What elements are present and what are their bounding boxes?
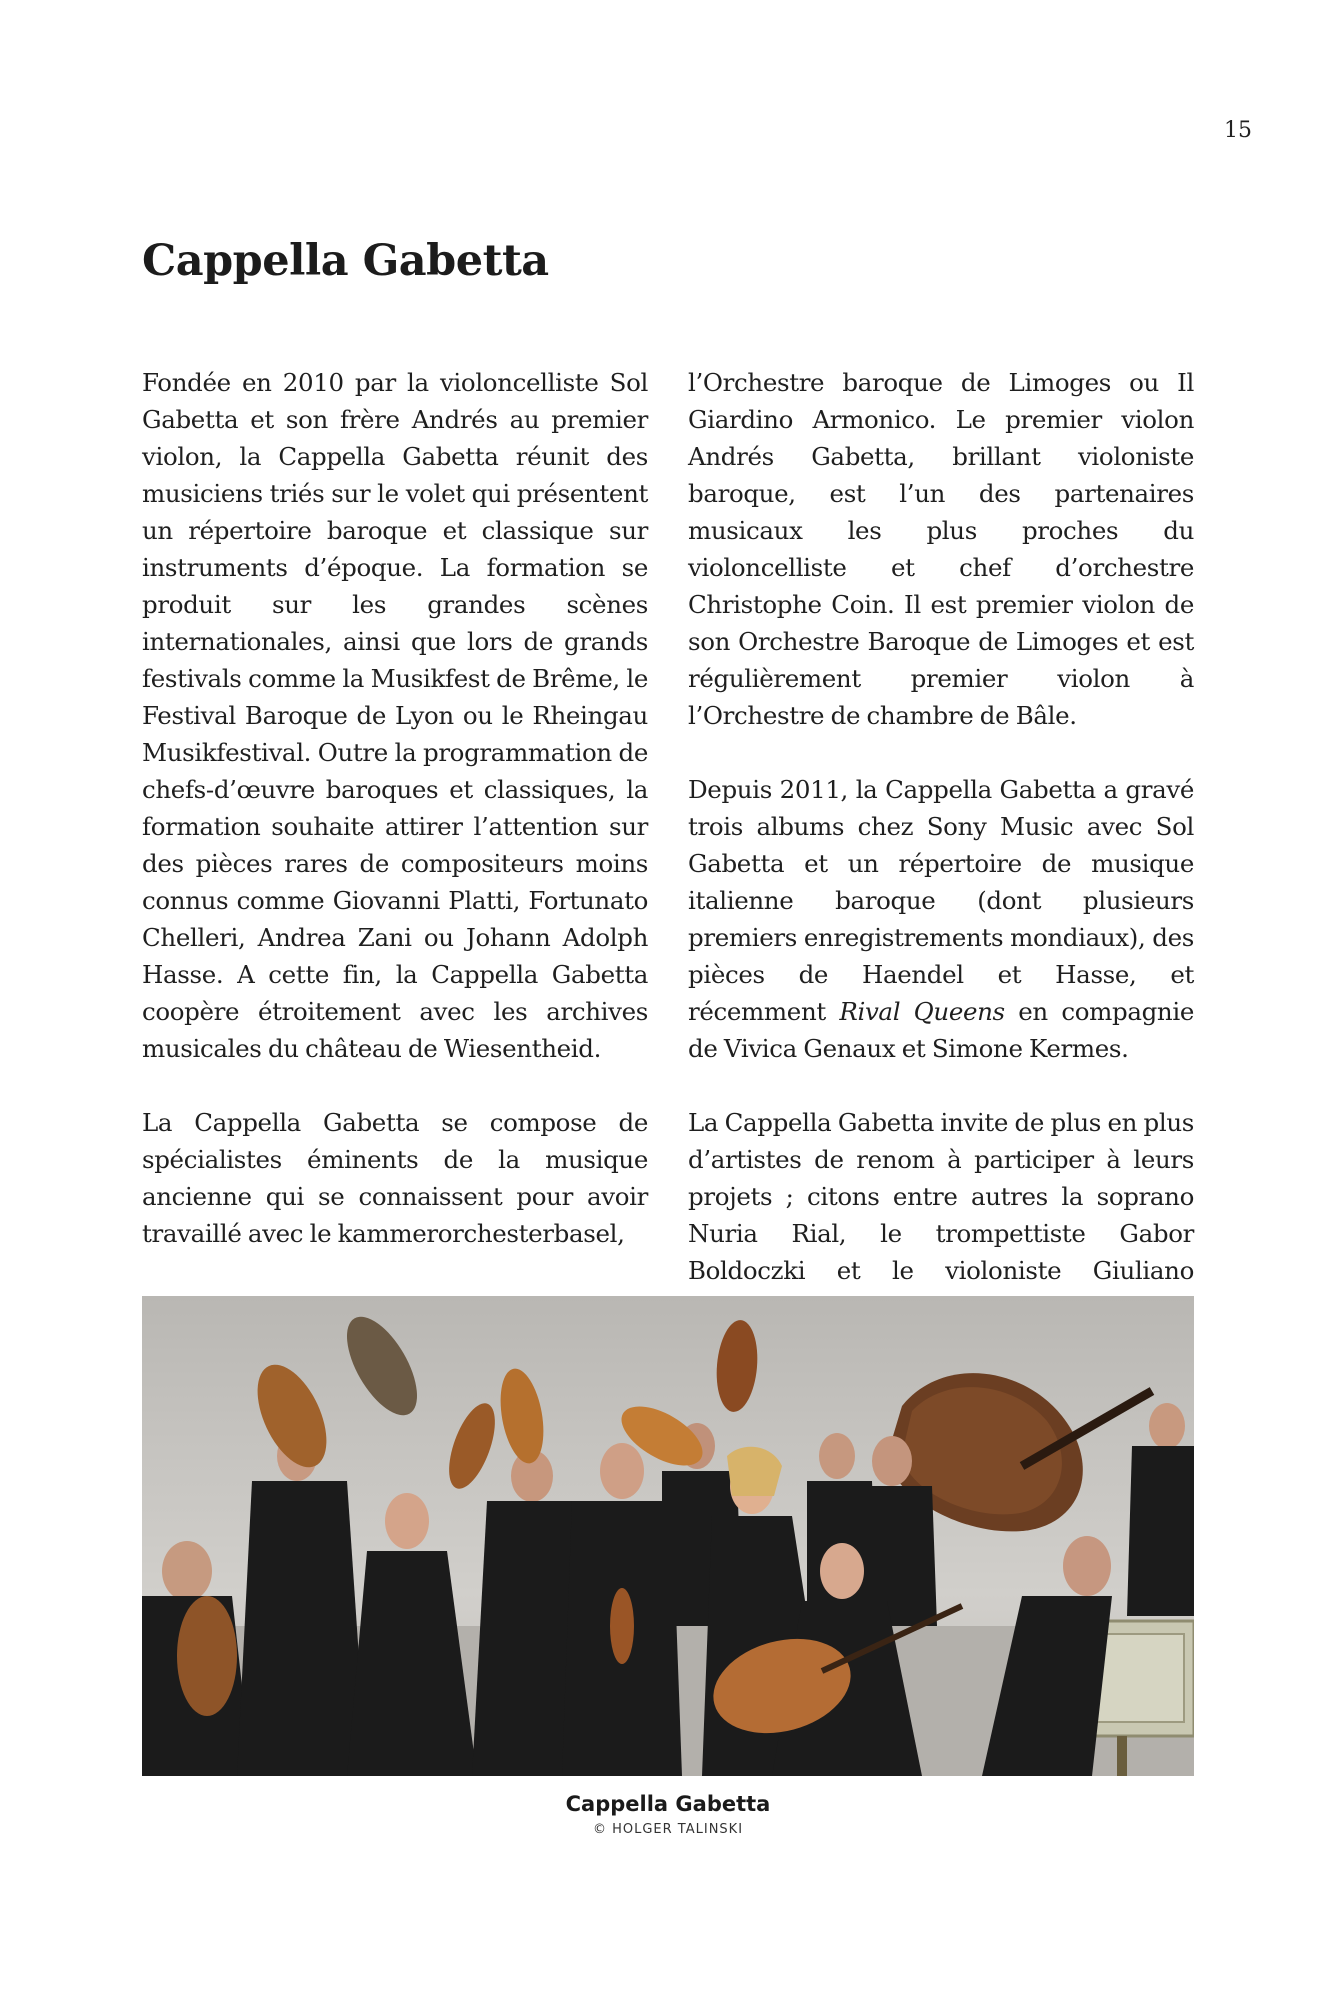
- left-column: [142, 364, 648, 1326]
- photo-caption: Cappella Gabetta: [565, 1792, 771, 1816]
- right-paragraph-3: La Cappella Gabetta invite de plus en plus d’artistes de renom à participer à leurs projets ; citons entre autres la soprano Nuria Rial, le trompettiste Gabor Boldoczki et le violoniste Giuliano: [688, 1108, 1194, 1285]
- photo-credit: © HOLGER TALINSKI: [592, 1822, 744, 1837]
- ensemble-photo-illustration: [142, 1296, 1194, 1776]
- page-number: 15: [1224, 118, 1252, 143]
- right-paragraph-1: l’Orchestre baroque de Limoges ou Il Giardino Armonico. Le premier violon Andrés Gabetta, brillant violoniste baroque, est l’un des partenaires musicaux les plus proches du violoncelliste et chef d’orchestre Christophe Coin. Il est premier violon de son Orchestre Baroque de Limoges et est régulièrement premier violon à l’Orchestre de chambre de Bâle.: [688, 368, 1194, 730]
- text-columns: [142, 364, 1194, 1326]
- left-paragraph-2: La Cappella Gabetta se compose de spécialistes éminents de la musique ancienne qui se connaissent pour avoir travaillé avec le kammerorchesterbasel,: [142, 1108, 648, 1248]
- right-paragraph-2-text-a: Depuis 2011, la Cappella Gabetta a gravé trois albums chez Sony Music avec Sol Gabetta et un répertoire de musique italienne baroque (dont plusieurs premiers enregistrements mondiaux), des pièces de Haendel et Hasse, et récemment: [688, 775, 1194, 1026]
- right-column: [688, 364, 1194, 1326]
- ensemble-photo: [142, 1296, 1194, 1776]
- page-title: Cappella Gabetta: [142, 236, 549, 286]
- album-title: Rival Queens: [839, 997, 1005, 1026]
- left-paragraph-1: Fondée en 2010 par la violoncelliste Sol Gabetta et son frère Andrés au premier violon, la Cappella Gabetta réunit des musiciens triés sur le volet qui présentent un répertoire baroque et classique sur instruments d’époque. La formation se produit sur les grandes scènes internationales, ainsi que lors de grands festivals comme la Musikfest de Brême, le Festival Baroque de Lyon ou le Rheingau Musikfestival. Outre la programmation de chefs-d’œuvre baroques et classiques, la formation souhaite attirer l’attention sur des pièces rares de compositeurs moins connus comme Giovanni Platti, Fortunato Chelleri, Andrea Zani ou Johann Adolph Hasse. A cette fin, la Cappella Gabetta coopère étroitement avec les archives musicales du château de Wiesentheid.: [142, 368, 648, 1063]
- right-paragraph-2-text-b: en compagnie de Vivica Genaux et Simone Kermes.: [688, 997, 1194, 1063]
- right-paragraph-2: [688, 771, 1194, 1067]
